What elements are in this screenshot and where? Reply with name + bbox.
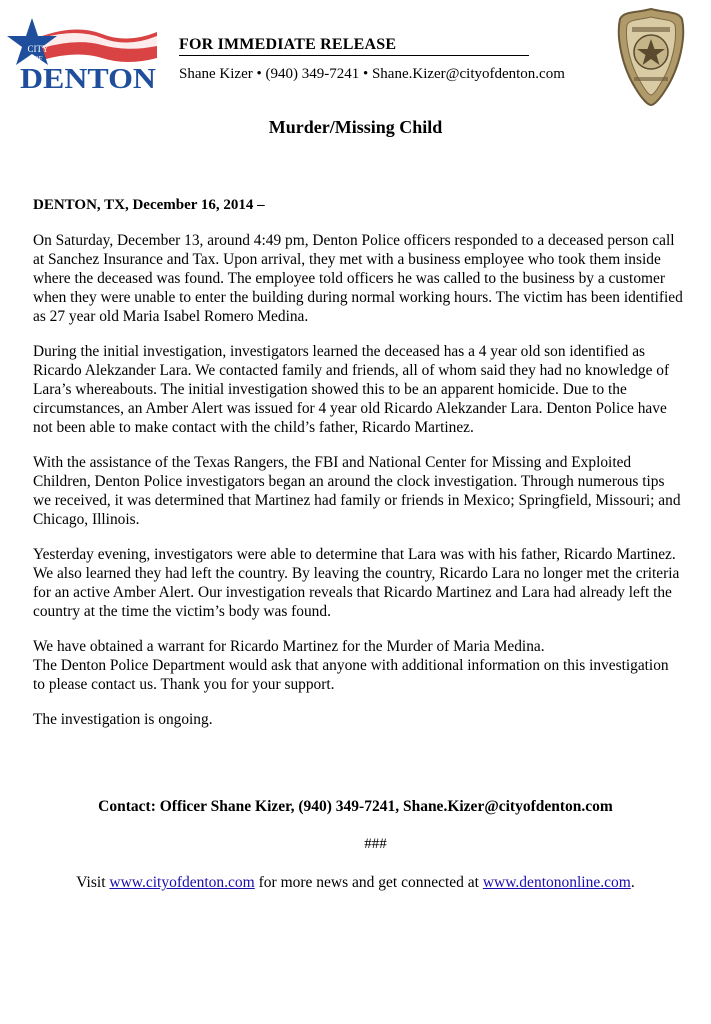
header-contact-line: Shane Kizer • (940) 349-7241 • Shane.Kizer@cityofdenton.com [179, 66, 565, 82]
paragraph: Yesterday evening, investigators were able to determine that Lara was with his father, Ricardo Martinez. We also learned they had left the country. By leaving the country, Ricardo Lara no longer met the criteria for an active Amber Alert. Our investigation reveals that Ricardo Martinez and Lara had already left the country at the time the victim’s body was found. [33, 546, 680, 620]
svg-text:DENTON: DENTON [20, 63, 157, 94]
svg-text:CITY: CITY [27, 44, 49, 54]
page-title: Murder/Missing Child [268, 117, 443, 137]
city-of-denton-logo [2, 14, 160, 94]
police-badge-icon [616, 7, 686, 107]
release-header [179, 36, 565, 83]
paragraph: With the assistance of the Texas Rangers, the FBI and National Center for Missing and Exploited Children, Denton Police investigators began an around the clock investigation. Through numerous tips we received, it was determined that Martinez had family or friends in Mexico; Springfield, Missouri; and Chicago, Illinois. [33, 454, 681, 528]
dateline: DENTON, TX, December 16, 2014 – [33, 197, 265, 213]
paragraph: During the initial investigation, investigators learned the deceased has a 4 year old son identified as Ricardo Alekzander Lara. We contacted family and friends, all of whom said they had no knowledge of Lara’s whereabouts. The initial investigation showed this to be an apparent homicide. Due to the circumstances, an Amber Alert was issued for 4 year old Ricardo Alekzander Lara. Denton Police have not been able to make contact with the child’s father, Ricardo Martinez. [33, 343, 670, 436]
article-body [33, 231, 683, 745]
paragraph: The investigation is ongoing. [33, 711, 213, 728]
visit-prefix: Visit [76, 874, 110, 891]
svg-text:OF: OF [33, 55, 43, 63]
end-marks: ### [364, 836, 387, 852]
city-website-link[interactable]: www.cityofdenton.com [109, 874, 255, 891]
contact-line: Contact: Officer Shane Kizer, (940) 349-7241, Shane.Kizer@cityofdenton.com [98, 798, 613, 815]
visit-middle: for more news and get connected at [254, 874, 483, 891]
paragraph: We have obtained a warrant for Ricardo Martinez for the Murder of Maria Medina. The Denton Police Department would ask that anyone with additional information on this investigation to please contact us. Thank you for your support. [33, 638, 669, 693]
denton-online-link[interactable]: www.dentononline.com [482, 874, 631, 891]
visit-suffix: . [630, 874, 635, 891]
release-label: FOR IMMEDIATE RELEASE [179, 36, 529, 56]
visit-line [0, 873, 711, 892]
paragraph: On Saturday, December 13, around 4:49 pm, Denton Police officers responded to a deceased person call at Sanchez Insurance and Tax. Upon arrival, they met with a business employee who took them inside where the deceased was found. The employee told officers he was called to the business by a customer when they were unable to enter the building during normal working hours. The victim has been identified as 27 year old Maria Isabel Romero Medina. [33, 232, 683, 325]
